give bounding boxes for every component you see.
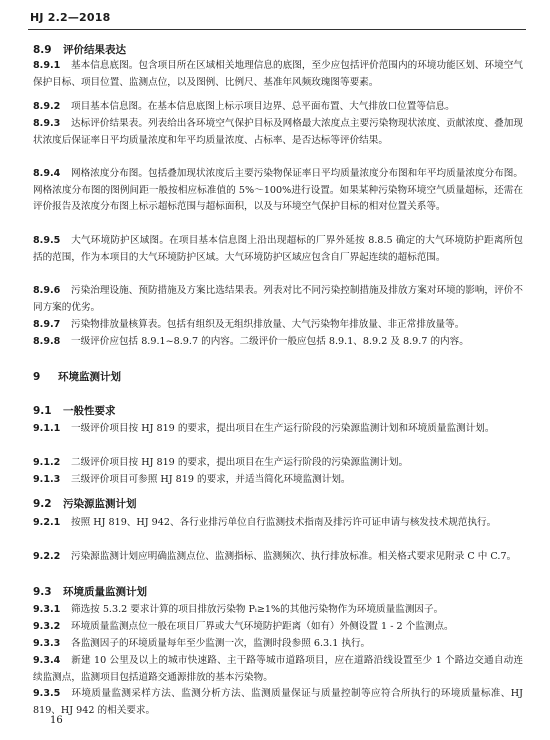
clause-text: 达标评价结果表。列表给出各环境空气保护目标及网格最大浓度点主要污染物现状浓度、贡献浓度、叠加现状浓度后保证率日平均质量浓度和年平均质量浓度、占标率、是否达标等评价结果。 [33, 118, 523, 146]
clause-number: 9.2.1 [33, 517, 61, 528]
clause-number: 8.9.4 [33, 168, 61, 179]
section-9-3-heading [33, 584, 147, 599]
clause-text: 污染物排放量核算表。包括有组织及无组织排放量、大气污染物年排放量、非正常排放量等。 [71, 319, 465, 330]
clause-text: 环境质量监测点位一般在项目厂界或大气环境防护距离（如有）外侧设置 1 - 2 个监测点。 [71, 621, 454, 632]
clause-text: 环境质量监测采样方法、监测分析方法、监测质量保证与质量控制等应符合所执行的环境质量标准、HJ 819、HJ 942 的相关要求。 [33, 688, 523, 716]
section-number: 9.3 [33, 586, 52, 598]
section-title: 环境质量监测计划 [63, 586, 147, 598]
standard-code-header: HJ 2.2—2018 [30, 11, 111, 24]
clause-text: 三级评价项目可参照 HJ 819 的要求，并适当简化环境监测计划。 [71, 474, 351, 485]
clause-number: 9.1.2 [33, 457, 61, 468]
section-number: 9.1 [33, 405, 52, 417]
clause-9-3-4 [33, 653, 523, 686]
clause-number: 8.9.5 [33, 235, 61, 246]
clause-8-9-4 [33, 166, 523, 216]
clause-8-9-6 [33, 283, 523, 316]
section-9-1-heading [33, 403, 116, 418]
clause-text: 新建 10 公里及以上的城市快速路、主干路等城市道路项目，应在道路沿线设置至少 1 个路边交通自动连续监测点，监测项目包括道路交通源排放的基本污染物。 [33, 655, 523, 683]
clause-number: 9.3.5 [33, 688, 61, 699]
clause-number: 8.9.6 [33, 285, 61, 296]
clause-text: 污染治理设施、预防措施及方案比选结果表。列表对比不同污染控制措施及排放方案对环境的影响，评价不同方案的优劣。 [33, 285, 523, 313]
clause-9-2-1 [33, 515, 523, 532]
clause-8-9-3 [33, 116, 523, 149]
clause-8-9-1 [33, 58, 523, 91]
clause-8-9-8 [33, 334, 523, 351]
clause-text: 按照 HJ 819、HJ 942、各行业排污单位自行监测技术指南及排污许可证申请与核发技术规范执行。 [71, 517, 497, 528]
section-title: 评价结果表达 [63, 44, 126, 56]
section-title: 一般性要求 [63, 405, 116, 417]
section-title: 污染源监测计划 [63, 498, 137, 510]
clause-number: 8.9.2 [33, 101, 61, 112]
chapter-title: 环境监测计划 [58, 371, 121, 383]
section-8-9-heading [33, 42, 126, 57]
clause-text: 一级评价项目按 HJ 819 的要求，提出项目在生产运行阶段的污染源监测计划和环境质量监测计划。 [71, 423, 495, 434]
section-number: 8.9 [33, 44, 52, 56]
clause-8-9-5 [33, 233, 523, 266]
clause-9-3-1 [33, 602, 523, 619]
clause-9-1-1 [33, 421, 523, 438]
clause-text: 各监测因子的环境质量每年至少监测一次，监测时段参照 6.3.1 执行。 [71, 638, 371, 649]
clause-9-1-2 [33, 455, 523, 472]
clause-9-3-2 [33, 619, 523, 636]
clause-text: 基本信息底图。包含项目所在区域相关地理信息的底图，至少应包括评价范围内的环境功能区划、环境空气保护目标、项目位置、监测点位，以及图例、比例尺、基准年风频玫瑰图等要素。 [33, 60, 523, 88]
clause-number: 9.3.3 [33, 638, 61, 649]
clause-number: 8.9.8 [33, 336, 61, 347]
clause-number: 8.9.7 [33, 319, 61, 330]
clause-8-9-7 [33, 317, 523, 334]
clause-number: 9.3.1 [33, 604, 61, 615]
clause-text: 二级评价项目按 HJ 819 的要求，提出项目在生产运行阶段的污染源监测计划。 [71, 457, 409, 468]
clause-number: 9.3.4 [33, 655, 61, 666]
clause-number: 9.1.1 [33, 423, 61, 434]
section-9-2-heading [33, 496, 137, 511]
clause-text: 筛选按 5.3.2 要求计算的项目排放污染物 Pᵢ≥1%的其他污染物作为环境质量监测因子。 [71, 604, 444, 615]
clause-text: 网格浓度分布图。包括叠加现状浓度后主要污染物保证率日平均质量浓度分布图和年平均质量浓度分布图。网格浓度分布图的图例间距一般按相应标准值的 5%～100%进行设置。如果某种污染物环境空气质量超标，还需在评价报告及浓度分布图上标示超标范围与超标面积，以及与环境空气保护目标的相对位置关系等。 [33, 168, 523, 212]
clause-9-1-3 [33, 472, 523, 489]
clause-9-3-5 [33, 686, 523, 719]
chapter-number: 9 [33, 371, 41, 383]
clause-number: 9.2.2 [33, 551, 61, 562]
clause-text: 大气环境防护区域图。在项目基本信息图上沿出现超标的厂界外延按 8.8.5 确定的大气环境防护距离所包括的范围，作为本项目的大气环境防护区域。大气环境防护区域应包含自厂界起连续的超标范围。 [33, 235, 523, 263]
section-number: 9.2 [33, 498, 52, 510]
chapter-9-heading [33, 369, 121, 384]
header-rule [28, 29, 526, 30]
clause-9-2-2 [33, 549, 523, 566]
clause-9-3-3 [33, 636, 523, 653]
clause-number: 8.9.1 [33, 60, 61, 71]
clause-number: 9.3.2 [33, 621, 61, 632]
clause-text: 污染源监测计划应明确监测点位、监测指标、监测频次、执行排放标准。相关格式要求见附录 C 中 C.7。 [71, 551, 517, 562]
page-number: 16 [50, 715, 63, 726]
clause-number: 9.1.3 [33, 474, 61, 485]
clause-number: 8.9.3 [33, 118, 61, 129]
clause-8-9-2 [33, 99, 523, 116]
clause-text: 一级评价应包括 8.9.1~8.9.7 的内容。二级评价一般应包括 8.9.1、8.9.2 及 8.9.7 的内容。 [71, 336, 469, 347]
clause-text: 项目基本信息图。在基本信息底图上标示项目边界、总平面布置、大气排放口位置等信息。 [71, 101, 455, 112]
